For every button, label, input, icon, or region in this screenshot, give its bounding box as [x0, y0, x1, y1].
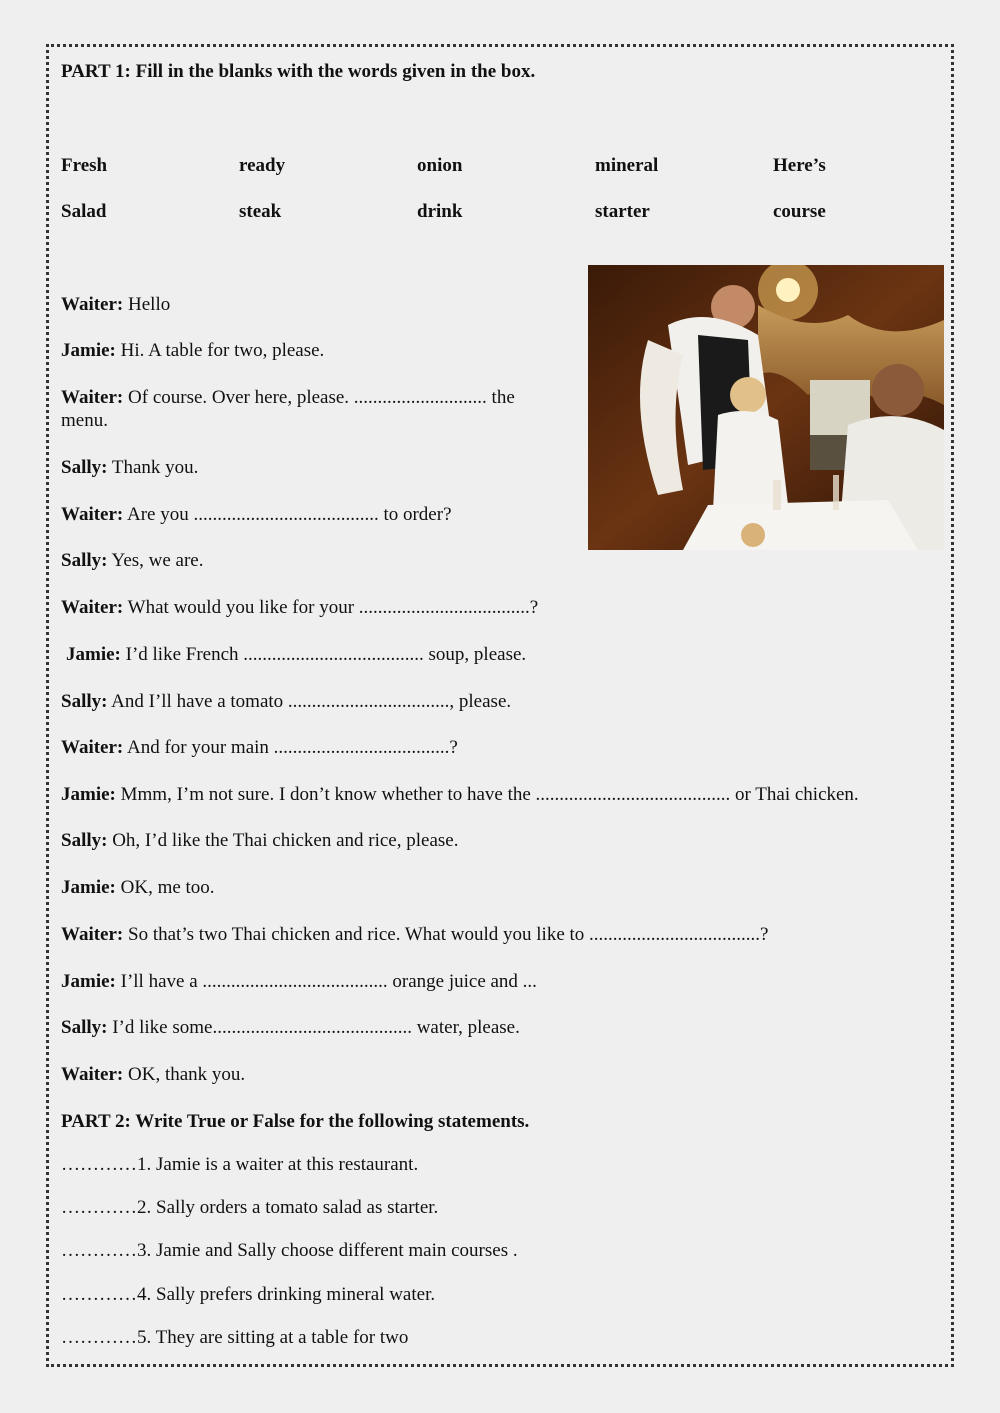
dialogue-text: So that’s two Thai chicken and rice. What would you like to ....................................?	[123, 924, 769, 945]
dialogue-line	[61, 1064, 245, 1086]
dialogue-line	[61, 457, 198, 479]
dialogue-line	[61, 504, 452, 526]
restaurant-photo	[588, 265, 944, 550]
dialogue-line-continuation: menu.	[61, 410, 108, 431]
word-ready: ready	[239, 155, 286, 176]
speaker-label: Jamie:	[61, 877, 116, 898]
statement-5: …………5. They are sitting at a table for two	[61, 1327, 409, 1348]
speaker-label: Waiter:	[61, 294, 124, 315]
word-salad: Salad	[61, 201, 107, 222]
word-heres: Here’s	[773, 155, 826, 176]
speaker-label: Sally:	[61, 550, 108, 571]
speaker-label: Jamie:	[61, 340, 116, 361]
word-fresh: Fresh	[61, 155, 108, 176]
dialogue-text: Of course. Over here, please. ............................ the	[123, 387, 515, 408]
statement-4: …………4. Sally prefers drinking mineral water.	[61, 1284, 436, 1305]
dialogue-line	[61, 1017, 520, 1039]
dialogue-line	[61, 597, 538, 619]
speaker-label: Waiter:	[61, 597, 124, 618]
dialogue-text: I’d like French ...................................... soup, please.	[120, 644, 527, 665]
speaker-label: Sally:	[61, 691, 108, 712]
word-onion: onion	[417, 155, 463, 176]
dialogue-text: OK, thank you.	[123, 1064, 246, 1085]
dialogue-text: Oh, I’d like the Thai chicken and rice, please.	[107, 830, 459, 851]
dialogue-text: Thank you.	[107, 457, 199, 478]
dialogue-text: What would you like for your ....................................?	[123, 597, 539, 618]
dialogue-line	[61, 294, 170, 316]
dialogue-line	[61, 830, 458, 852]
speaker-label: Waiter:	[61, 737, 124, 758]
dialogue-line	[61, 784, 859, 806]
dialogue-text: Are you ....................................... to order?	[123, 504, 452, 525]
speaker-label: Waiter:	[61, 504, 124, 525]
dialogue-line	[61, 877, 215, 899]
speaker-label: Jamie:	[61, 971, 116, 992]
speaker-label: Waiter:	[61, 387, 124, 408]
statement-3: …………3. Jamie and Sally choose different main courses .	[61, 1240, 518, 1261]
speaker-label: Sally:	[61, 457, 108, 478]
statement-1: …………1. Jamie is a waiter at this restaurant.	[61, 1154, 419, 1175]
dialogue-text: OK, me too.	[115, 877, 215, 898]
dialogue-line	[61, 691, 511, 713]
dialogue-line	[61, 924, 768, 946]
dialogue-text: And I’ll have a tomato .................................., please.	[107, 691, 512, 712]
dialogue-text: I’d like some.......................................... water, please.	[107, 1017, 520, 1038]
dialogue-text: Yes, we are.	[107, 550, 204, 571]
speaker-label: Sally:	[61, 1017, 108, 1038]
dialogue-line	[61, 971, 537, 993]
dialogue-line	[61, 737, 458, 759]
dialogue-text: Hi. A table for two, please.	[115, 340, 325, 361]
statement-2: …………2. Sally orders a tomato salad as starter.	[61, 1197, 439, 1218]
dialogue-text: I’ll have a ....................................... orange juice and ...	[115, 971, 537, 992]
dialogue-line	[66, 644, 526, 666]
speaker-label: Jamie:	[61, 784, 116, 805]
word-mineral: mineral	[595, 155, 659, 176]
speaker-label: Waiter:	[61, 1064, 124, 1085]
dialogue-text: Mmm, I’m not sure. I don’t know whether to have the ......................................... or Thai chicken.	[115, 784, 859, 805]
dialogue-line	[61, 387, 515, 409]
dialogue-text: Hello	[123, 294, 171, 315]
word-drink: drink	[417, 201, 463, 222]
speaker-label: Sally:	[61, 830, 108, 851]
part1-title: PART 1: Fill in the blanks with the words given in the box.	[61, 61, 536, 82]
dialogue-text: And for your main .....................................?	[123, 737, 458, 758]
dialogue-line	[61, 550, 204, 572]
word-starter: starter	[595, 201, 650, 222]
word-steak: steak	[239, 201, 282, 222]
speaker-label: Waiter:	[61, 924, 124, 945]
speaker-label: Jamie:	[66, 644, 121, 665]
word-course: course	[773, 201, 826, 222]
part2-title: PART 2: Write True or False for the following statements.	[61, 1111, 530, 1132]
dialogue-line	[61, 340, 324, 362]
